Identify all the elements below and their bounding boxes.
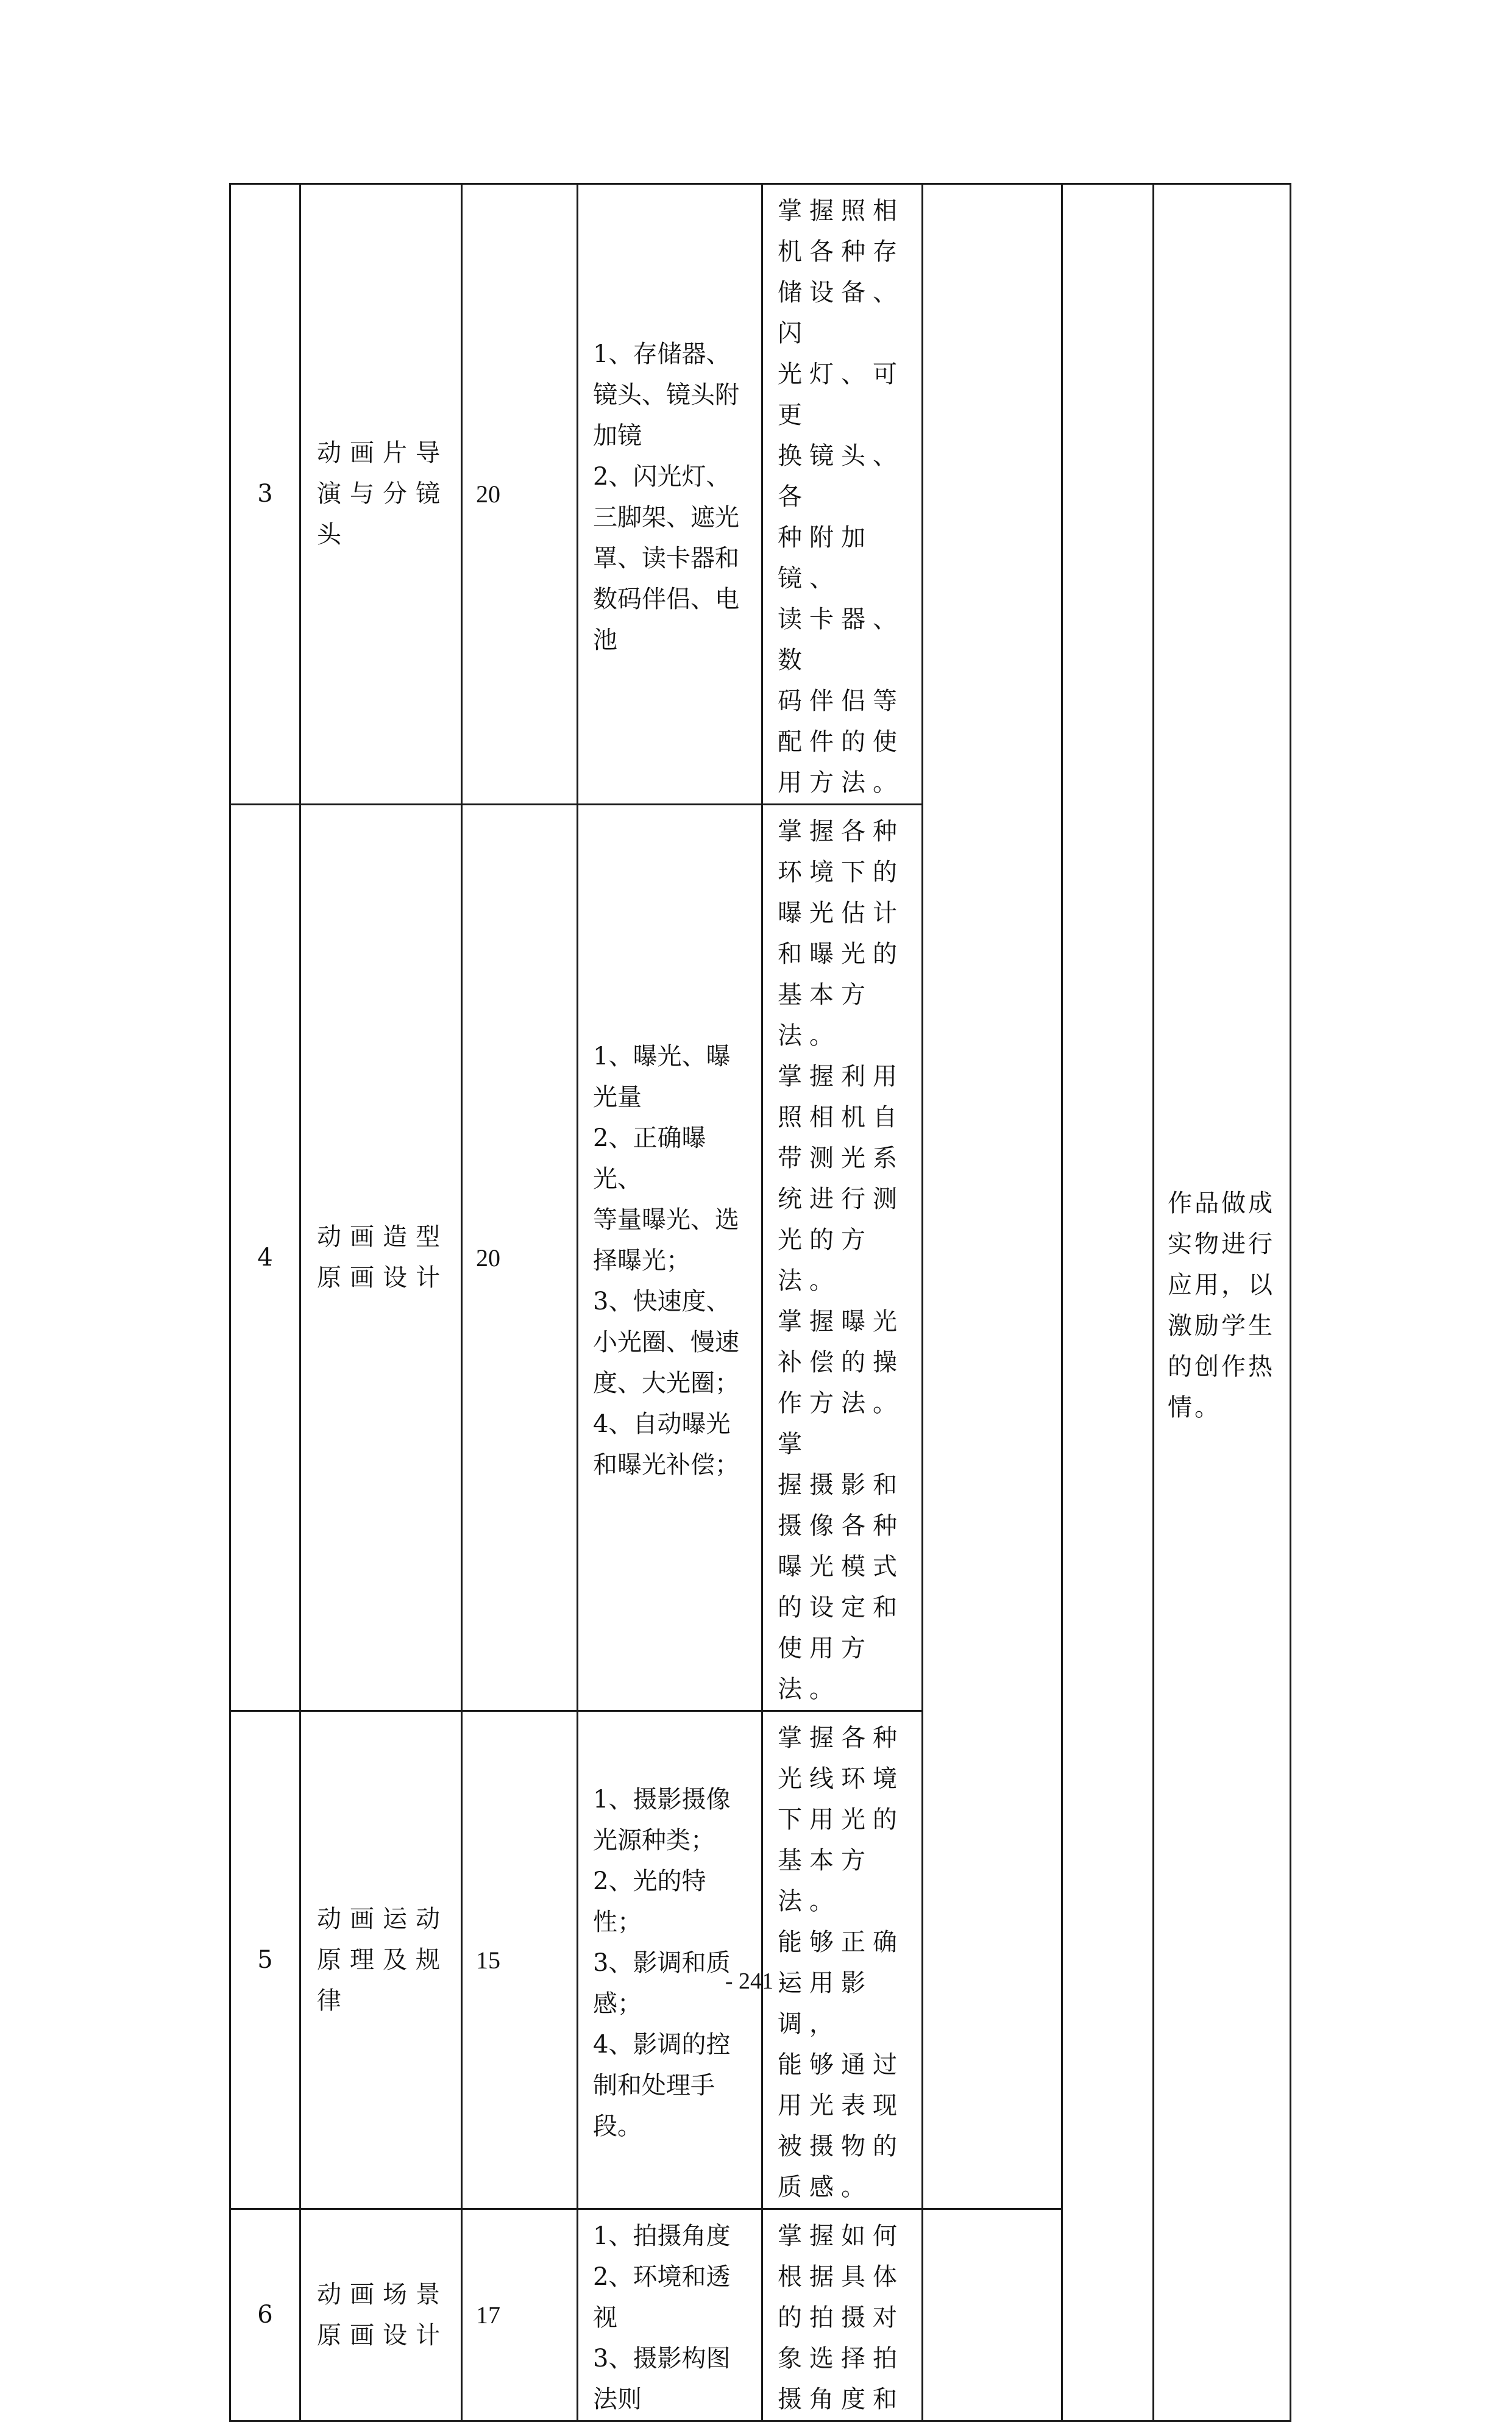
class-hours: 15 — [462, 1711, 578, 2209]
teaching-content: 1、存储器、 镜头、镜头附 加镜 2、闪光灯、 三脚架、遮光 罩、读卡器和 数码伴侣、电 池 — [578, 184, 762, 805]
row-number: 3 — [230, 184, 300, 805]
class-hours: 17 — [462, 2209, 578, 2421]
remarks: 作品做成 实物进行 应用，以 激励学生 的创作热 情。 — [1154, 184, 1291, 2421]
learning-goal: 掌握照相 机各种存 储设备、闪 光灯、可更 换镜头、各 种附加镜、 读卡器、数 码伴侣等 配件的使 用方法。 — [762, 184, 923, 805]
course-unit-name: 动画片导演与分镜头 — [300, 184, 462, 805]
teaching-content: 1、曝光、曝 光量 2、正确曝光、 等量曝光、选 择曝光； 3、快速度、 小光圈、慢速 度、大光圈； 4、自动曝光 和曝光补偿； — [578, 805, 762, 1711]
teaching-content: 1、拍摄角度 2、环境和透 视 3、摄影构图 法则 — [578, 2209, 762, 2421]
row-number: 6 — [230, 2209, 300, 2421]
course-unit-name: 动画场景原画设计 — [300, 2209, 462, 2421]
row-number: 4 — [230, 805, 300, 1711]
teaching-content: 1、摄影摄像 光源种类； 2、光的特性； 3、影调和质 感； 4、影调的控 制和处理手 段。 — [578, 1711, 762, 2209]
course-unit-name: 动画运动原理及规律 — [300, 1711, 462, 2209]
learning-goal: 掌握各种 光线环境 下用光的 基本方法。 能够正确 运用影调， 能够通过 用光表现 被摄物的 质感。 — [762, 1711, 923, 2209]
page-number: - 241 - — [725, 1968, 787, 1994]
empty-cell — [1062, 184, 1154, 2421]
learning-goal: 掌握各种 环境下的 曝光估计 和曝光的 基本方法。 掌握利用 照相机自 带测光系 统进行测 光的方法。 掌握曝光 补偿的操 作方法。掌 握摄影和 摄像各种 曝光模式 的设定和 使用方法。 — [762, 805, 923, 1711]
row-number: 5 — [230, 1711, 300, 2209]
course-syllabus-table — [229, 183, 1291, 2422]
class-hours: 20 — [462, 805, 578, 1711]
course-unit-name: 动画造型原画设计 — [300, 805, 462, 1711]
learning-goal: 掌握如何 根据具体 的拍摄对 象选择拍 摄角度和 — [762, 2209, 923, 2421]
table-row — [230, 184, 1291, 805]
class-hours: 20 — [462, 184, 578, 805]
empty-cell — [923, 184, 1062, 2209]
empty-cell — [923, 2209, 1062, 2421]
